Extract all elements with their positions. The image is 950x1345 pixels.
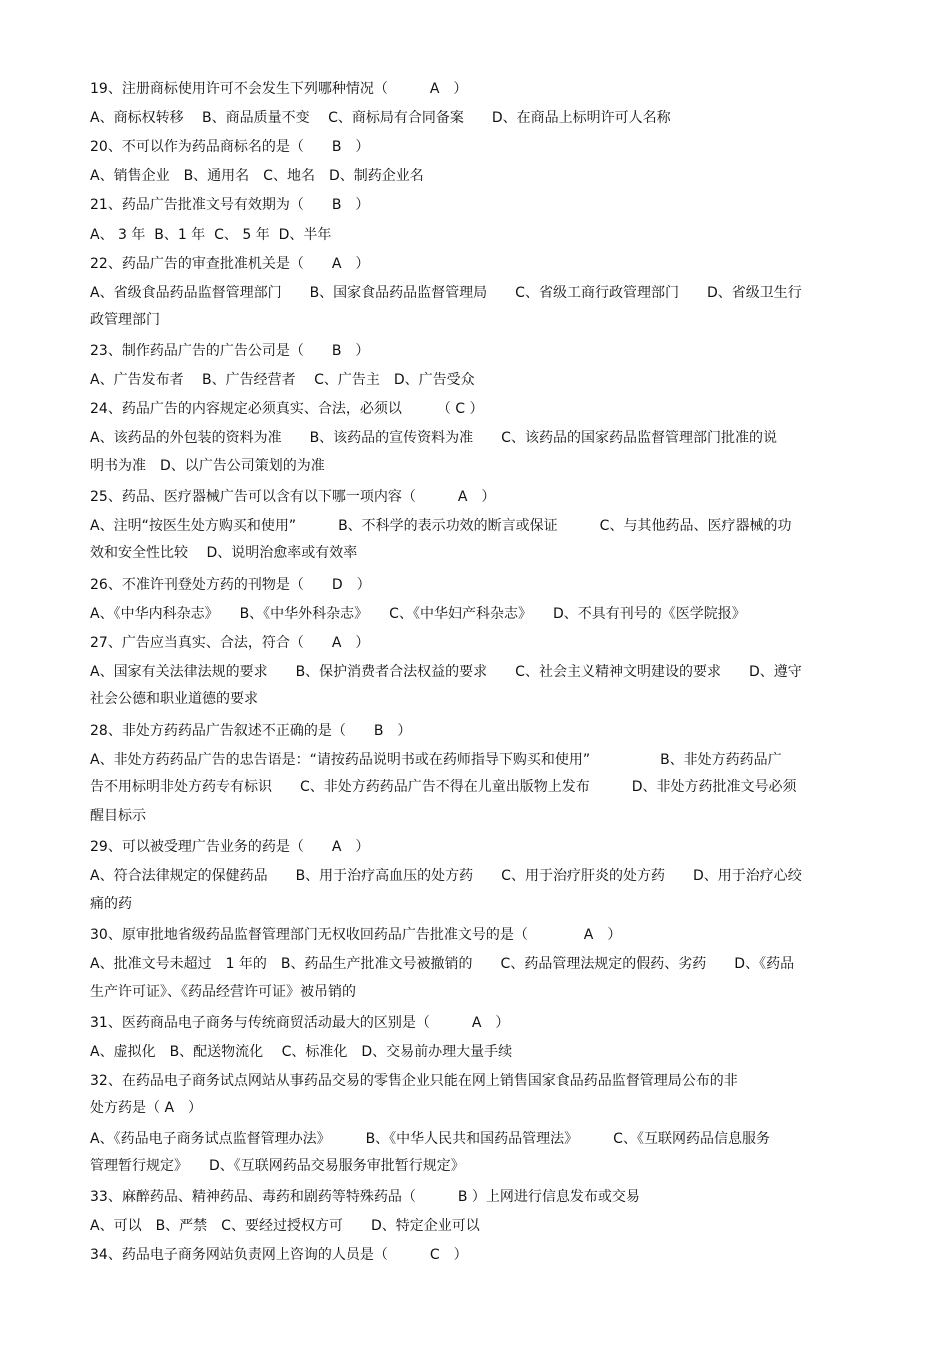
options-28-cont: 告不用标明非处方药专有标识 C、非处方药药品广告不得在儿童出版物上发布 D、非处方药批准文号必须 xyxy=(90,779,797,795)
options-27-cont: 社会公德和职业道德的要求 xyxy=(90,691,258,707)
question-22: 22、药品广告的审查批准机关是（ A ） xyxy=(90,256,370,272)
question-21: 21、药品广告批准文号有效期为（ B ） xyxy=(90,197,370,213)
question-28: 28、非处方药药品广告叙述不正确的是（ B ） xyxy=(90,723,412,739)
options-25: A、注明“按医生处方购买和使用” B、不科学的表示功效的断言或保证 C、与其他药品、医疗器械的功 xyxy=(90,518,792,534)
options-29-cont: 痛的药 xyxy=(90,896,132,912)
options-30: A、批准文号未超过 1 年的 B、药品生产批准文号被撤销的 C、药品管理法规定的假药、劣药 D、《药品 xyxy=(90,956,795,972)
question-26: 26、不准许刊登处方药的刊物是（ D ） xyxy=(90,577,371,593)
options-28-cont-2: 醒目标示 xyxy=(90,808,146,824)
options-23: A、广告发布者 B、广告经营者 C、广告主 D、广告受众 xyxy=(90,372,475,388)
options-29: A、符合法律规定的保健药品 B、用于治疗高血压的处方药 C、用于治疗肝炎的处方药 D、用于治疗心绞 xyxy=(90,868,802,884)
options-33: A、可以 B、严禁 C、要经过授权方可 D、特定企业可以 xyxy=(90,1218,480,1234)
question-32-cont: 处方药是（ A ） xyxy=(90,1100,203,1116)
options-28: A、非处方药药品广告的忠告语是：“请按药品说明书或在药师指导下购买和使用” B、非处方药药品广 xyxy=(90,752,782,768)
options-22: A、省级食品药品监督管理部门 B、国家食品药品监督管理局 C、省级工商行政管理部门 D、省级卫生行 xyxy=(90,285,802,301)
options-32-cont: 管理暂行规定》 D、《互联网药品交易服务审批暂行规定》 xyxy=(90,1158,465,1174)
options-25-cont: 效和安全性比较 D、说明治愈率或有效率 xyxy=(90,545,358,561)
options-32: A、《药品电子商务试点监督管理办法》 B、《中华人民共和国药品管理法》 C、《互联网药品信息服务 xyxy=(90,1131,770,1147)
options-27: A、国家有关法律法规的要求 B、保护消费者合法权益的要求 C、社会主义精神文明建设的要求 D、遵守 xyxy=(90,664,802,680)
options-26: A、《中华内科杂志》 B、《中华外科杂志》 C、《中华妇产科杂志》 D、不具有刊号的《医学院报》 xyxy=(90,606,746,622)
question-25: 25、药品、医疗器械广告可以含有以下哪一项内容（ A ） xyxy=(90,489,496,505)
question-23: 23、制作药品广告的广告公司是（ B ） xyxy=(90,343,370,359)
question-33: 33、麻醉药品、精神药品、毒药和剧药等特殊药品（ B ）上网进行信息发布或交易 xyxy=(90,1189,640,1205)
question-31: 31、医药商品电子商务与传统商贸活动最大的区别是（ A ） xyxy=(90,1015,510,1031)
options-31: A、虚拟化 B、配送物流化 C、标准化 D、交易前办理大量手续 xyxy=(90,1044,513,1060)
options-21: A、 3 年 B、1 年 C、 5 年 D、半年 xyxy=(90,227,332,243)
options-22-cont: 政管理部门 xyxy=(90,312,160,328)
question-30: 30、原审批地省级药品监督管理部门无权收回药品广告批准文号的是（ A ） xyxy=(90,927,622,943)
question-19: 19、注册商标使用许可不会发生下列哪种情况（ A ） xyxy=(90,81,468,97)
question-29: 29、可以被受理广告业务的药是（ A ） xyxy=(90,839,370,855)
options-20: A、销售企业 B、通用名 C、地名 D、制药企业名 xyxy=(90,168,424,184)
question-34: 34、药品电子商务网站负责网上咨询的人员是（ C ） xyxy=(90,1247,468,1263)
question-27: 27、广告应当真实、合法，符合（ A ） xyxy=(90,635,370,651)
options-19: A、商标权转移 B、商品质量不变 C、商标局有合同备案 D、在商品上标明许可人名称 xyxy=(90,110,671,126)
options-24: A、该药品的外包装的资料为准 B、该药品的宣传资料为准 C、该药品的国家药品监督管理部门批准的说 xyxy=(90,430,777,446)
question-20: 20、不可以作为药品商标名的是（ B ） xyxy=(90,139,370,155)
options-30-cont: 生产许可证》、《药品经营许可证》被吊销的 xyxy=(90,984,356,1000)
question-32: 32、在药品电子商务试点网站从事药品交易的零售企业只能在网上销售国家食品药品监督管理局公布的非 xyxy=(90,1073,738,1089)
options-24-cont: 明书为准 D、以广告公司策划的为准 xyxy=(90,458,325,474)
question-24: 24、药品广告的内容规定必须真实、合法，必须以 （ C ） xyxy=(90,401,484,417)
